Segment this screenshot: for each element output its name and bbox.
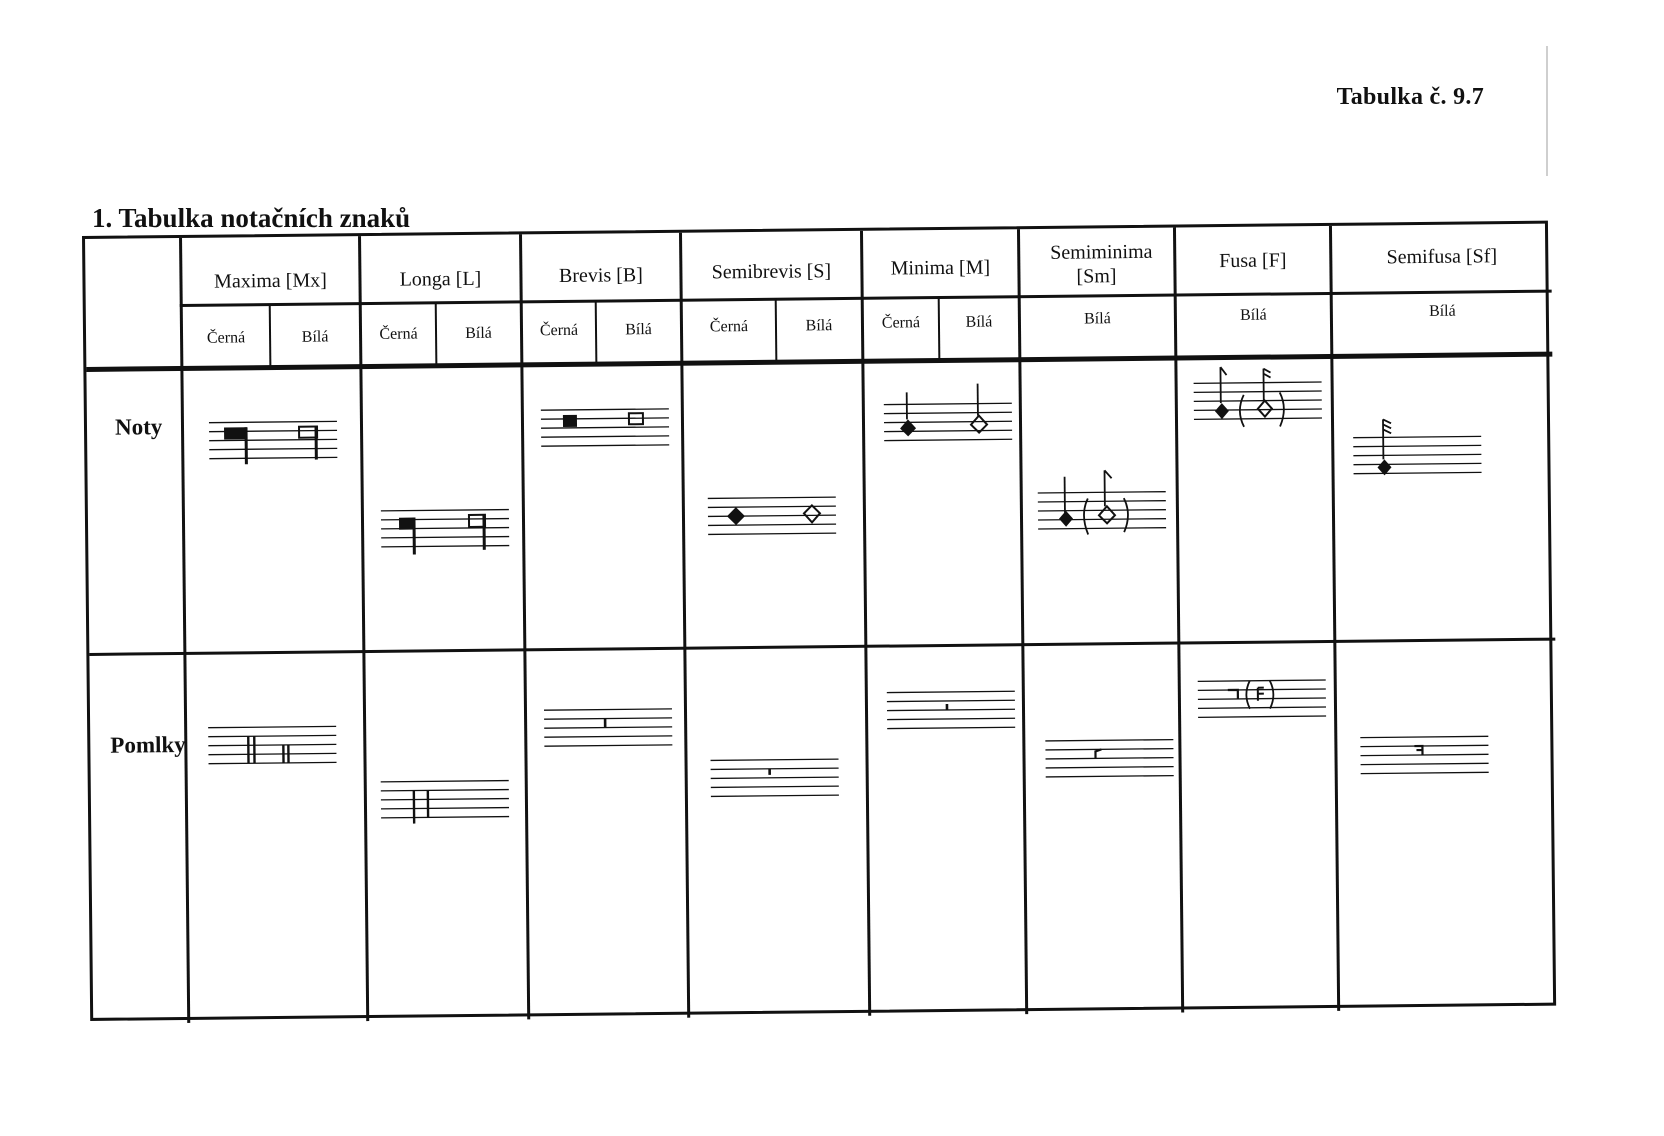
sub-minima-bila: Bílá — [965, 313, 993, 331]
sub-longa-cerna: Černá — [379, 325, 418, 343]
brevis-rests-symbol — [544, 701, 675, 752]
sub-minima-cerna: Černá — [881, 314, 921, 332]
maxima-white-note — [299, 427, 317, 438]
rule-col-8 — [1329, 226, 1340, 1011]
rule-col-2 — [358, 236, 369, 1021]
brevis-black-note — [563, 415, 577, 427]
rule-col-3 — [519, 234, 530, 1019]
semibrevis-black-note — [727, 507, 745, 525]
header-longa: Longa [L] — [399, 267, 482, 291]
sub-longa-bila: Bílá — [465, 324, 492, 342]
rule-col-6 — [1017, 229, 1028, 1014]
sub-maxima-bila: Bílá — [301, 328, 329, 346]
semibrevis-white-note — [804, 505, 820, 522]
rule-col-1 — [179, 238, 190, 1023]
semiminima-white-note — [1099, 506, 1115, 523]
maxima-black-note — [224, 427, 247, 439]
table-number: Tabulka č. 9.7 — [1336, 84, 1484, 110]
fusa-black-note — [1215, 403, 1229, 419]
longa-rests-symbol — [381, 773, 512, 830]
semibrevis-rests-symbol — [710, 751, 841, 802]
sub-semibrevis-bila: Bílá — [805, 317, 833, 335]
row-label-pomlky: Pomlky — [110, 731, 186, 758]
sub-fusa-bila: Bílá — [1239, 306, 1267, 324]
notation-table — [82, 221, 1556, 1021]
sub-brevis-bila: Bílá — [625, 321, 652, 339]
header-minima: Minima [M] — [890, 256, 991, 280]
section-title: 1. Tabulka notačních znaků — [92, 203, 411, 233]
minima-rests-symbol — [887, 683, 1018, 734]
rule-col-5 — [860, 231, 871, 1016]
header-fusa: Fusa [F] — [1219, 249, 1287, 273]
semifusa-rests-symbol — [1360, 728, 1491, 779]
semiminima-rests-symbol — [1045, 732, 1176, 783]
brevis-notes-symbol — [541, 401, 672, 452]
rule-col-7 — [1173, 228, 1184, 1013]
fusa-white-note — [1258, 401, 1272, 417]
rule-col-4 — [679, 233, 690, 1018]
maxima-notes-symbol — [209, 413, 340, 464]
header-brevis: Brevis [B] — [558, 264, 643, 288]
sub-maxima-cerna: Černá — [206, 329, 246, 347]
semiminima-black-note — [1059, 511, 1073, 527]
semifusa-notes-symbol — [1353, 410, 1484, 487]
scan-edge — [1546, 46, 1548, 176]
maxima-rests-symbol — [208, 718, 339, 771]
header-semibrevis: Semibrevis [S] — [711, 260, 832, 284]
sub-semibrevis-cerna: Černá — [709, 318, 749, 336]
longa-notes-symbol — [381, 502, 512, 559]
sub-brevis-cerna: Černá — [539, 321, 579, 340]
header-semifusa: Semifusa [Sf] — [1386, 245, 1498, 269]
semiminima-notes-symbol — [1037, 462, 1168, 541]
header-semiminima: Semiminima [Sm] — [1050, 240, 1153, 288]
header-maxima: Maxima [Mx] — [213, 269, 327, 293]
row-label-noty: Noty — [114, 414, 163, 440]
sub-semifusa-bila: Bílá — [1428, 302, 1456, 320]
fusa-rests-symbol — [1198, 672, 1329, 723]
minima-notes-symbol — [883, 373, 1014, 446]
semibrevis-notes-symbol — [708, 489, 839, 540]
sub-semiminima-bila: Bílá — [1083, 310, 1111, 328]
fusa-notes-symbol — [1193, 360, 1324, 437]
